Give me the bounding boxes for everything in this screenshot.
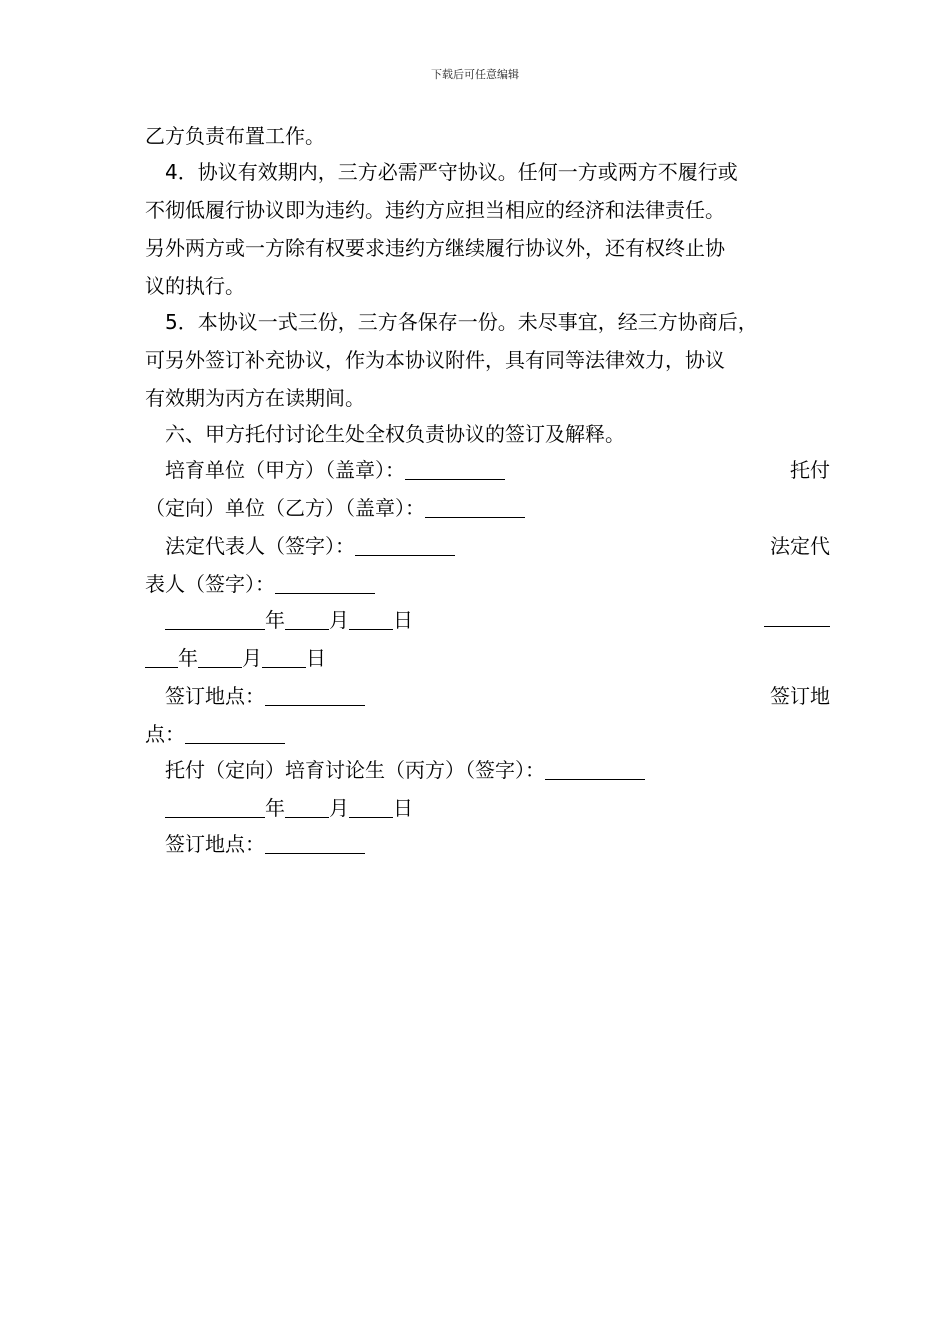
signature-row-place-c	[145, 830, 830, 858]
signature-row-date-b	[145, 644, 810, 672]
paragraph-line: 4．协议有效期内，三方必需严守协议。任何一方或两方不履行或	[165, 160, 738, 184]
date-a-month-blank[interactable]	[285, 609, 329, 630]
day-label: 日	[306, 646, 326, 670]
party-b-label-start: 托付	[790, 458, 830, 482]
month-label: 月	[329, 796, 349, 820]
paragraph-line: 可另外签订补充协议，作为本协议附件，具有同等法律效力，协议	[145, 348, 725, 372]
signature-row-party-b	[145, 494, 810, 522]
sign-place-c-blank[interactable]	[265, 833, 365, 854]
date-a-year-blank[interactable]	[165, 609, 265, 630]
sign-place-a-blank[interactable]	[265, 685, 365, 706]
signature-row-party	[145, 456, 830, 484]
date-b-year-blank-start[interactable]	[764, 606, 830, 627]
signature-row-legal-rep	[145, 532, 830, 560]
signature-row-legal-rep-b	[145, 570, 810, 598]
party-c-sign-blank[interactable]	[545, 759, 645, 780]
sign-place-c-label: 签订地点：	[165, 832, 265, 856]
date-b-year-blank-rest[interactable]	[145, 647, 178, 668]
paragraph-line: 六、甲方托付讨论生处全权负责协议的签订及解释。	[165, 422, 625, 446]
party-a-label: 培育单位（甲方）（盖章）：	[165, 458, 405, 482]
date-b-day-blank[interactable]	[262, 647, 306, 668]
sign-place-b-label-start: 签订地	[770, 684, 830, 708]
date-c-day-blank[interactable]	[349, 797, 393, 818]
party-b-label-rest: （定向）单位（乙方）（盖章）：	[145, 496, 425, 520]
signature-row-place-b	[145, 720, 810, 748]
paragraph-line: 另外两方或一方除有权要求违约方继续履行协议外，还有权终止协	[145, 236, 725, 260]
sign-place-b-blank[interactable]	[185, 723, 285, 744]
place-a-field	[165, 682, 365, 710]
paragraph-line: 有效期为丙方在读期间。	[145, 386, 365, 410]
year-label: 年	[178, 646, 198, 670]
paragraph-line: 议的执行。	[145, 274, 245, 298]
paragraph-line: 不彻低履行协议即为违约。违约方应担当相应的经济和法律责任。	[145, 198, 725, 222]
signature-row-party-c	[145, 756, 830, 784]
page-header-note: 下载后可任意编辑	[431, 68, 519, 81]
sign-place-b-label-rest: 点：	[145, 722, 185, 746]
date-c-month-blank[interactable]	[285, 797, 329, 818]
date-c-year-blank[interactable]	[165, 797, 265, 818]
sign-place-a-label: 签订地点：	[165, 684, 265, 708]
day-label: 日	[393, 796, 413, 820]
party-b-seal-blank[interactable]	[425, 497, 525, 518]
year-label: 年	[265, 608, 285, 632]
date-b-month-blank[interactable]	[198, 647, 242, 668]
signature-row-date-c	[145, 794, 830, 822]
month-label: 月	[242, 646, 262, 670]
legal-rep-a-label: 法定代表人（签字）：	[165, 534, 355, 558]
legal-rep-b-label-start: 法定代	[770, 534, 830, 558]
legal-rep-a-field	[165, 532, 455, 560]
day-label: 日	[393, 608, 413, 632]
party-a-seal-blank[interactable]	[405, 459, 505, 480]
year-label: 年	[265, 796, 285, 820]
legal-rep-a-sign-blank[interactable]	[355, 535, 455, 556]
signature-row-place	[145, 682, 830, 710]
party-c-label: 托付（定向）培育讨论生（丙方）（签字）：	[165, 758, 545, 782]
legal-rep-b-label-rest: 表人（签字）：	[145, 572, 275, 596]
paragraph-line: 5．本协议一式三份，三方各保存一份。未尽事宜，经三方协商后，	[165, 310, 758, 334]
party-a-field	[165, 456, 505, 484]
month-label: 月	[329, 608, 349, 632]
paragraph-line: 乙方负责布置工作。	[145, 124, 325, 148]
date-a-field	[165, 606, 413, 634]
signature-row-date	[145, 606, 830, 634]
date-a-day-blank[interactable]	[349, 609, 393, 630]
legal-rep-b-sign-blank[interactable]	[275, 573, 375, 594]
